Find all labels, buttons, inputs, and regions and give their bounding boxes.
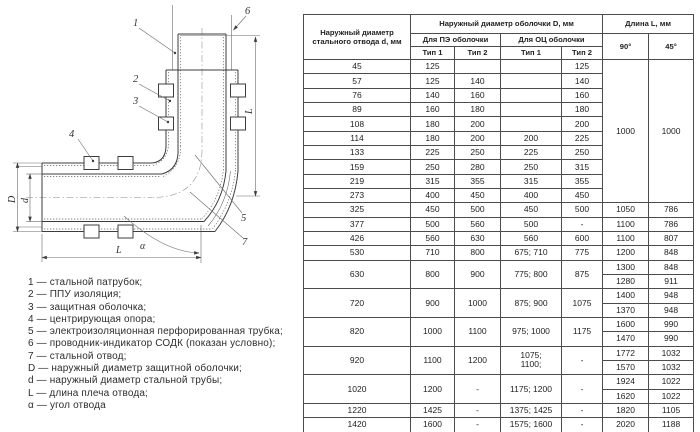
table-cell: 875; 900: [501, 289, 562, 318]
table-cell: 1620: [603, 389, 649, 403]
table-cell: 800: [455, 246, 501, 260]
table-cell: -: [455, 403, 501, 417]
header-steel-diameter: Наружный диаметр стального отвода d, мм: [304, 15, 411, 60]
legend-item: 5 — электроизоляционная перфорированная трубка;: [28, 326, 283, 338]
table-cell: 200: [455, 131, 501, 145]
table-cell: 273: [304, 188, 411, 202]
callout-3: 3: [133, 96, 139, 107]
elbow-bend: [152, 141, 238, 232]
table-cell: 1420: [304, 418, 411, 432]
table-cell: 1924: [603, 375, 649, 389]
table-cell: 125: [562, 60, 603, 74]
table-cell: 1000: [455, 289, 501, 318]
table-cell: 160: [411, 102, 455, 116]
table-cell: 530: [304, 246, 411, 260]
legend-item: 2 — ППУ изоляция;: [28, 289, 122, 301]
table-cell: 1370: [603, 303, 649, 317]
table-cell: 125: [411, 60, 455, 74]
table-row: [304, 346, 694, 360]
header-oc-type1: Тип 1: [501, 47, 562, 60]
table-cell: 355: [455, 174, 501, 188]
table-cell: 560: [411, 231, 455, 245]
table-cell: 600: [562, 231, 603, 245]
table-cell: 900: [455, 260, 501, 289]
dim-label-L-bottom: L: [116, 245, 122, 256]
table-cell: 450: [455, 188, 501, 202]
table-cell: 219: [304, 174, 411, 188]
table-cell: [501, 117, 562, 131]
table-cell: 89: [304, 102, 411, 116]
table-cell: [501, 102, 562, 116]
table-cell: 140: [455, 74, 501, 88]
table-cell: 1075: [562, 289, 603, 318]
table-cell: 775: [562, 246, 603, 260]
table-cell: 1575; 1600: [501, 418, 562, 432]
table-cell: 1075; 1100;: [501, 346, 562, 375]
table-cell: 1175: [562, 317, 603, 346]
table-row: [304, 246, 694, 260]
header-oc-casing: Для ОЦ оболочки: [501, 34, 603, 47]
centerlines: [26, 28, 202, 263]
table-cell: 710: [411, 246, 455, 260]
table-cell: 1100: [455, 317, 501, 346]
table-cell: 1600: [411, 418, 455, 432]
table-cell: 807: [649, 231, 694, 245]
table-cell: 355: [562, 174, 603, 188]
dim-label-d: d: [20, 198, 31, 203]
table-cell: 948: [649, 289, 694, 303]
legend: [28, 277, 283, 412]
table-cell: 450: [501, 203, 562, 217]
joint-collars: [84, 84, 246, 238]
table-cell: 820: [304, 317, 411, 346]
table-row: [304, 403, 694, 417]
elbow-drawing: [2, 0, 302, 268]
table-cell: 1400: [603, 289, 649, 303]
table-cell: 975; 1000: [501, 317, 562, 346]
table-cell: 225: [562, 131, 603, 145]
table-cell: 875: [562, 260, 603, 289]
table-cell: 133: [304, 145, 411, 159]
table-cell: 1100: [411, 346, 455, 375]
table-cell: 377: [304, 217, 411, 231]
legend-item: 1 — стальной патрубок;: [28, 277, 143, 288]
table-cell: 1188: [649, 418, 694, 432]
table-cell: 500: [411, 217, 455, 231]
table-cell: 1600: [603, 317, 649, 331]
table-cell: 159: [304, 160, 411, 174]
table-row: [304, 289, 694, 303]
callout-5: 5: [241, 213, 247, 224]
dimensions-table: [303, 14, 694, 432]
table-cell: 315: [501, 174, 562, 188]
table-cell: -: [562, 375, 603, 404]
table-cell: 775; 800: [501, 260, 562, 289]
table-cell: 1772: [603, 346, 649, 360]
table-cell: 180: [411, 117, 455, 131]
legend-item: α — угол отвода: [28, 399, 106, 411]
table-cell: 250: [501, 160, 562, 174]
table-cell: 315: [411, 174, 455, 188]
table-row: [304, 260, 694, 274]
table-cell: 76: [304, 88, 411, 102]
table-cell: 1570: [603, 360, 649, 374]
table-cell: 1050: [603, 203, 649, 217]
table-cell: 900: [411, 289, 455, 318]
callout-6: 6: [245, 6, 251, 17]
table-cell: -: [562, 418, 603, 432]
table-cell: 1032: [649, 346, 694, 360]
table-cell: 225: [411, 145, 455, 159]
table-row: [304, 375, 694, 389]
table-cell: 1032: [649, 360, 694, 374]
table-cell: 250: [562, 145, 603, 159]
table-cell: 990: [649, 317, 694, 331]
table-cell: 200: [455, 117, 501, 131]
table-cell: 315: [562, 160, 603, 174]
table-cell: 140: [562, 74, 603, 88]
table-cell: 786: [649, 203, 694, 217]
table-cell: 786: [649, 217, 694, 231]
table-cell: 57: [304, 74, 411, 88]
callout-4: 4: [69, 129, 75, 140]
table-cell: 1300: [603, 260, 649, 274]
table-cell: 500: [455, 203, 501, 217]
table-cell: [501, 88, 562, 102]
table-row: [304, 231, 694, 245]
table-cell: 630: [455, 231, 501, 245]
table-cell: 1425: [411, 403, 455, 417]
table-cell: 180: [455, 102, 501, 116]
table-cell: -: [455, 418, 501, 432]
table-cell: -: [562, 217, 603, 231]
dim-label-alpha: α: [140, 241, 146, 252]
legend-item: 6 — проводник-индикатор СОДК (показан условно);: [28, 338, 276, 350]
table-cell: 1000: [603, 60, 649, 203]
header-45deg: 45°: [649, 34, 694, 60]
table-cell: [501, 60, 562, 74]
table-cell: 45: [304, 60, 411, 74]
table-cell: 200: [501, 131, 562, 145]
dim-label-L-right: L: [244, 108, 255, 114]
table-cell: 1200: [603, 246, 649, 260]
table-cell: 1200: [455, 346, 501, 375]
table-cell: [501, 74, 562, 88]
table-cell: 675; 710: [501, 246, 562, 260]
table-cell: 325: [304, 203, 411, 217]
table-cell: 500: [501, 217, 562, 231]
header-casing-diameter-group: Наружный диаметр оболочки D, мм: [411, 15, 603, 34]
table-cell: [455, 60, 501, 74]
table-cell: 1020: [304, 375, 411, 404]
table-cell: 108: [304, 117, 411, 131]
table-cell: 720: [304, 289, 411, 318]
table-body: [304, 60, 694, 432]
table-cell: 250: [455, 145, 501, 159]
table-cell: 250: [411, 160, 455, 174]
table-cell: 848: [649, 260, 694, 274]
legend-item: 7 — стальной отвод;: [28, 350, 127, 362]
table-cell: -: [562, 346, 603, 375]
table-cell: 500: [562, 203, 603, 217]
table-cell: 848: [649, 246, 694, 260]
callout-2: 2: [133, 74, 139, 85]
table-row: [304, 203, 694, 217]
table-header: [304, 15, 694, 60]
table-cell: 800: [411, 260, 455, 289]
table-cell: 948: [649, 303, 694, 317]
table-cell: 125: [411, 74, 455, 88]
table-cell: 630: [304, 260, 411, 289]
table-cell: 114: [304, 131, 411, 145]
table-cell: 1200: [411, 375, 455, 404]
table-row: [304, 60, 694, 74]
table-cell: 400: [501, 188, 562, 202]
legend-item: d — наружный диаметр стальной трубы;: [28, 375, 223, 387]
legend-item: D — наружный диаметр защитной оболочки;: [28, 363, 242, 375]
table-cell: 1105: [649, 403, 694, 417]
header-pe-type2: Тип 2: [455, 47, 501, 60]
callout-7: 7: [242, 237, 248, 248]
sodk-wires: [18, 5, 232, 227]
dim-L-right: [180, 36, 260, 197]
table-cell: 450: [562, 188, 603, 202]
table-cell: 1000: [649, 60, 694, 203]
table-row: [304, 418, 694, 432]
table-cell: 990: [649, 332, 694, 346]
table-cell: 1100: [603, 217, 649, 231]
header-pe-type1: Тип 1: [411, 47, 455, 60]
table-cell: 1470: [603, 332, 649, 346]
table-cell: 920: [304, 346, 411, 375]
table-cell: 1022: [649, 389, 694, 403]
table-row: [304, 317, 694, 331]
legend-item: L — длина плеча отвода;: [28, 387, 148, 399]
table-cell: 140: [411, 88, 455, 102]
dim-label-D: D: [7, 195, 18, 203]
table-cell: 450: [411, 203, 455, 217]
table-cell: 1280: [603, 274, 649, 288]
table-cell: 280: [455, 160, 501, 174]
header-oc-type2: Тип 2: [562, 47, 603, 60]
table-cell: -: [455, 375, 501, 404]
legend-item: 4 — центрирующая опора;: [28, 313, 156, 325]
callout-1: 1: [133, 18, 139, 29]
table-cell: 1375; 1425: [501, 403, 562, 417]
table-cell: 1820: [603, 403, 649, 417]
table-cell: 225: [501, 145, 562, 159]
header-90deg: 90°: [603, 34, 649, 60]
table-cell: 160: [562, 88, 603, 102]
table-cell: 180: [411, 131, 455, 145]
table-cell: 2020: [603, 418, 649, 432]
table-cell: 180: [562, 102, 603, 116]
table-cell: 1175; 1200: [501, 375, 562, 404]
table-cell: -: [562, 403, 603, 417]
table-cell: 200: [562, 117, 603, 131]
table-cell: 1220: [304, 403, 411, 417]
table-cell: 560: [455, 217, 501, 231]
table-cell: 1000: [411, 317, 455, 346]
table-cell: 1022: [649, 375, 694, 389]
table-cell: 911: [649, 274, 694, 288]
table-cell: 160: [455, 88, 501, 102]
table-row: [304, 217, 694, 231]
table-cell: 560: [501, 231, 562, 245]
header-pe-casing: Для ПЭ оболочки: [411, 34, 501, 47]
legend-item: 3 — защитная оболочка;: [28, 301, 147, 313]
table-cell: 426: [304, 231, 411, 245]
table-cell: 400: [411, 188, 455, 202]
header-length-group: Длина L, мм: [603, 15, 694, 34]
table-cell: 1100: [603, 231, 649, 245]
